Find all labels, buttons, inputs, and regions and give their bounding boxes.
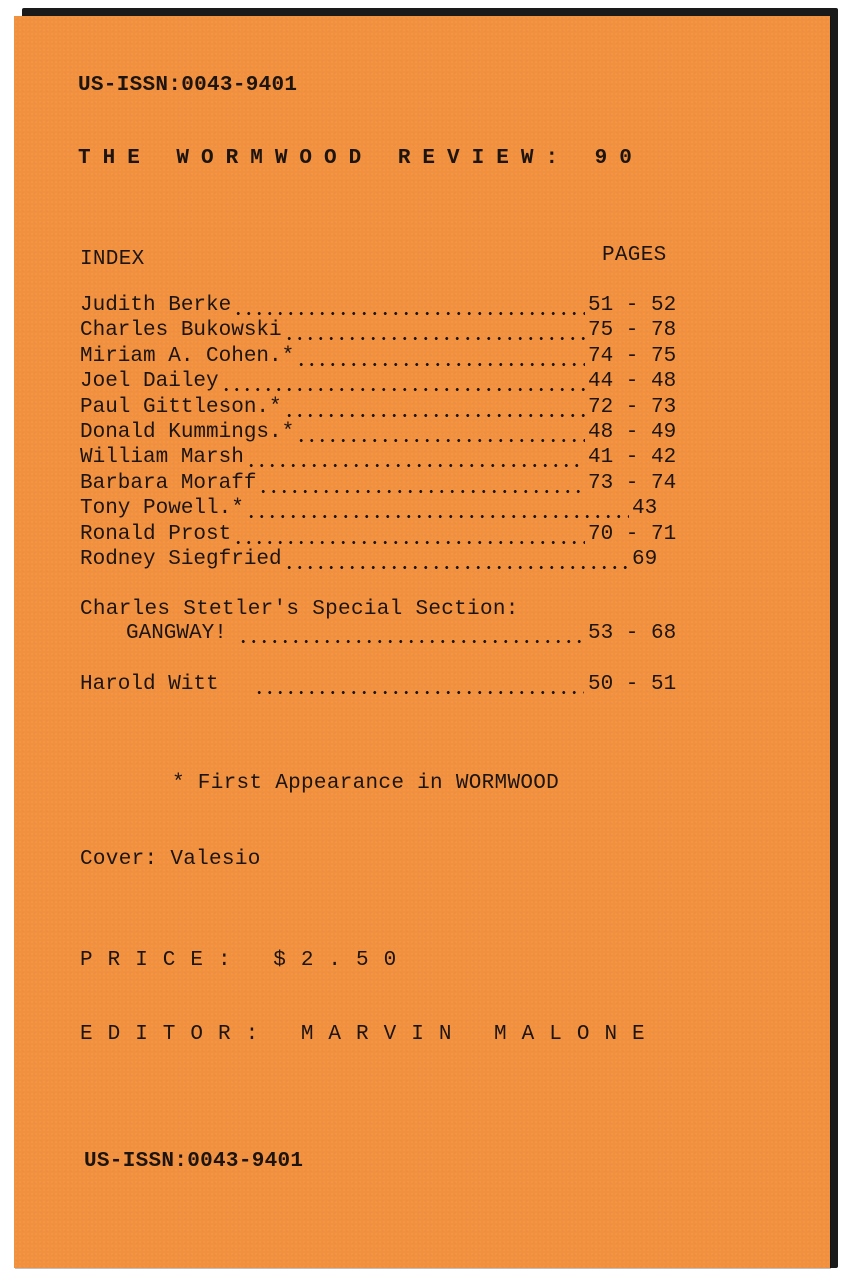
entry-pages: 74 - 75 — [588, 344, 677, 368]
entry-name: William Marsh — [80, 446, 244, 470]
entry-name: Tony Powell.* — [80, 497, 244, 521]
cover-credit: Cover: Valesio — [80, 848, 261, 871]
entry-name: Charles Bukowski — [80, 319, 282, 343]
special-section-title: Charles Stetler's Special Section: — [80, 598, 519, 621]
footnote: * First Appearance in WORMWOOD — [172, 772, 560, 795]
issn-top: US-ISSN:0043-9401 — [78, 74, 298, 97]
entry-pages: 53 - 68 — [588, 622, 677, 645]
index-entry — [80, 396, 720, 422]
dot-leader — [284, 566, 629, 569]
dot-leader — [238, 640, 584, 643]
index-entry — [80, 523, 720, 549]
price: PRICE: $2.50 — [80, 949, 412, 972]
dot-leader — [258, 490, 585, 493]
entry-name: Barbara Moraff — [80, 471, 257, 495]
dot-leader — [284, 337, 585, 340]
entry-pages: 73 - 74 — [588, 471, 677, 495]
editor: EDITOR: MARVIN MALONE — [80, 1023, 660, 1046]
entry-pages: 75 - 78 — [588, 319, 677, 343]
entry-name: Judith Berke — [80, 294, 232, 317]
dot-leader — [284, 414, 585, 417]
entry-name: GANGWAY! — [126, 622, 227, 645]
index-entry — [80, 370, 720, 396]
index-entry — [80, 294, 720, 320]
entry-name: Donald Kummings.* — [80, 421, 295, 444]
dot-leader — [296, 439, 585, 442]
entry-pages: 41 - 42 — [588, 446, 677, 470]
index-header: INDEX — [80, 248, 145, 271]
entry-pages: 72 - 73 — [588, 395, 677, 419]
entry-name: Paul Gittleson.* — [80, 395, 282, 419]
index-entry — [80, 472, 720, 498]
entry-name: Miriam A. Cohen.* — [80, 344, 295, 368]
index-entry — [80, 345, 720, 371]
magazine-title: THE WORMWOOD REVIEW: 90 — [78, 147, 644, 170]
entry-pages: 48 - 49 — [588, 421, 677, 444]
index-entry — [80, 421, 720, 447]
entry-name: Harold Witt — [80, 673, 219, 696]
dot-leader — [246, 464, 585, 467]
entry-name: Joel Dailey — [80, 370, 219, 394]
dot-leader — [246, 515, 629, 518]
index-entry — [80, 319, 720, 345]
dot-leader — [233, 541, 585, 544]
dot-leader — [296, 363, 585, 366]
entry-pages: 70 - 71 — [588, 522, 677, 546]
entry-pages: 51 - 52 — [588, 294, 677, 317]
dot-leader — [233, 312, 585, 315]
entry-name: Ronald Prost — [80, 522, 232, 546]
pages-header: PAGES — [602, 244, 667, 267]
entry-pages: 50 - 51 — [588, 673, 677, 696]
dot-leader — [254, 691, 584, 694]
index-entry — [80, 548, 720, 574]
entry-pages: 43 — [632, 497, 658, 521]
dot-leader — [221, 388, 585, 391]
index-entry — [80, 497, 720, 523]
entry-pages: 69 — [632, 548, 658, 571]
issn-bottom: US-ISSN:0043-9401 — [84, 1150, 304, 1173]
entry-name: Rodney Siegfried — [80, 548, 282, 571]
entry-pages: 44 - 48 — [588, 370, 677, 394]
special-entry — [126, 622, 766, 648]
back-cover-page — [14, 16, 830, 1268]
last-entry — [80, 673, 720, 699]
index-entry — [80, 446, 720, 472]
